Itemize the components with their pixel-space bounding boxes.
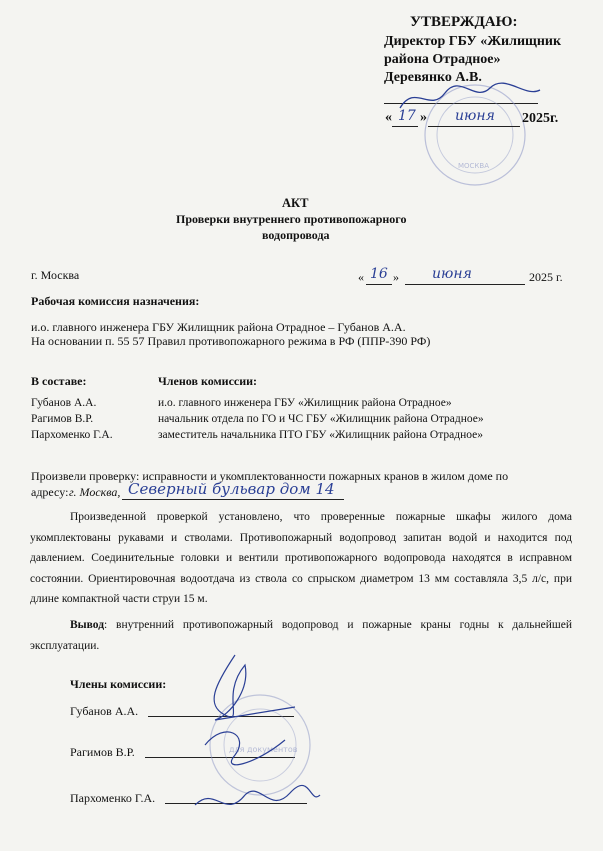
findings-text: Произведенной проверкой установлено, что проверенные пожарные шкафы жилого дома укомплектованы рукавами и стволами. Противопожарный водопровод запитан водой и находится под давлением. Соединительные головки и вентили противопожарного водопровода находятся в исправном состоянии. Ориентировочная водоотдача из ствола со спрыском диаметром 13 мм составляла 3,5 л/с, при длине компактной части струи 15 м. xyxy=(30,511,572,605)
place-city: г. Москва xyxy=(31,268,80,282)
member-position: начальник отдела по ГО и ЧС ГБУ «Жилищник района Отрадное» xyxy=(158,413,484,425)
date-year: 2025 г. xyxy=(529,270,563,284)
member-name: Пархоменко Г.А. xyxy=(31,429,113,441)
signatures-heading: Члены комиссии: xyxy=(70,677,167,691)
bottom-stamp-text: для документов xyxy=(229,745,298,754)
findings-paragraph xyxy=(30,507,572,610)
approval-title: УТВЕРЖДАЮ: xyxy=(410,14,518,30)
commission-line2: На основании п. 55 57 Правил противопожарного режима в РФ (ППР-390 РФ) xyxy=(31,334,431,348)
members-label: Членов комиссии: xyxy=(158,374,258,388)
inspection-address-label: адресу: xyxy=(31,485,69,499)
composition-label: В составе: xyxy=(31,374,87,388)
member-name: Рагимов В.Р. xyxy=(31,413,94,425)
approval-date-open-quote: « xyxy=(385,110,392,125)
conclusion-text: : внутренний противопожарный водопровод и пожарные краны годны к дальнейшей эксплуатации. xyxy=(30,619,572,652)
inspection-line1: Произвели проверку: исправности и укомплектованности пожарных кранов в жилом доме по xyxy=(31,469,509,483)
approval-date-day: 17 xyxy=(398,108,416,124)
commission-line1: и.о. главного инженера ГБУ Жилищник района Отрадное – Губанов А.А. xyxy=(31,320,406,334)
member-position: заместитель начальника ПТО ГБУ «Жилищник района Отрадное» xyxy=(158,429,483,441)
approval-line2: района Отрадное» xyxy=(384,52,501,67)
document-title: АКТ xyxy=(282,196,309,210)
approval-name: Деревянко А.В. xyxy=(384,70,482,85)
approval-stamp-text: МОСКВА xyxy=(458,162,489,170)
signature-name: Рагимов В.Р. xyxy=(70,745,135,759)
signature-name: Губанов А.А. xyxy=(70,704,139,718)
members-signatures-icon xyxy=(175,645,325,830)
date-month: июня xyxy=(432,266,472,282)
approval-date-month: июня xyxy=(455,108,495,124)
approval-date-close-quote: » xyxy=(420,110,427,125)
inspection-address-handwritten: Северный бульвар дом 14 xyxy=(128,480,335,498)
date-open-quote: « xyxy=(358,270,364,284)
date-month-line xyxy=(405,284,525,285)
approval-month-line xyxy=(428,126,520,127)
conclusion-label: Вывод xyxy=(70,619,105,631)
document-subtitle-line2: водопровода xyxy=(262,228,330,242)
approval-line1: Директор ГБУ «Жилищник xyxy=(384,34,562,49)
date-day: 16 xyxy=(370,266,388,282)
inspection-address-city: г. Москва, xyxy=(69,485,121,499)
approval-day-line xyxy=(392,126,418,127)
member-position: и.о. главного инженера ГБУ «Жилищник района Отрадное» xyxy=(158,397,452,409)
commission-heading: Рабочая комиссия назначения: xyxy=(31,294,200,308)
document-subtitle-line1: Проверки внутреннего противопожарного xyxy=(176,212,407,226)
signature-name: Пархоменко Г.А. xyxy=(70,791,156,805)
member-name: Губанов А.А. xyxy=(31,397,97,409)
date-close-quote: » xyxy=(393,270,399,284)
approval-date-year: 2025г. xyxy=(522,111,559,126)
date-day-line xyxy=(366,284,392,285)
address-line xyxy=(122,499,344,500)
